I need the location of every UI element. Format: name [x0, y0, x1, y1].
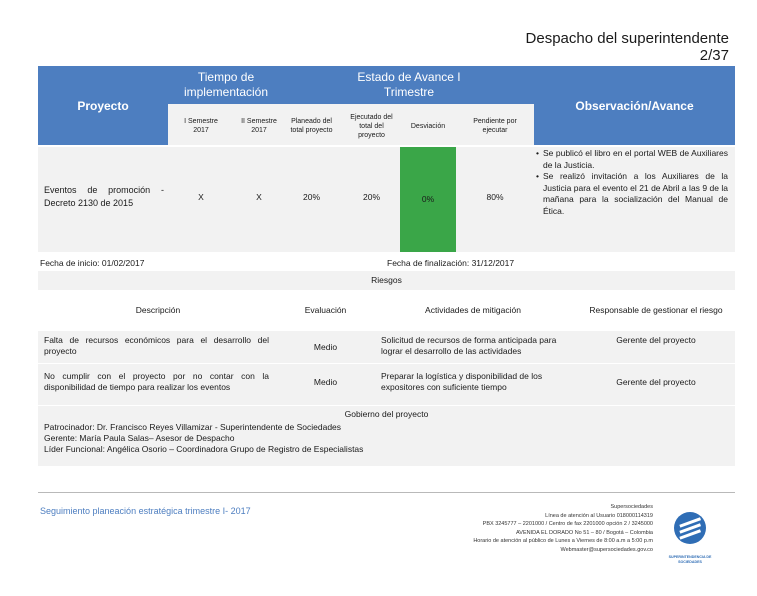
- row-semestre1: X: [198, 191, 204, 202]
- row-planeado: 20%: [302, 191, 320, 202]
- col-actividades: Actividades de mitigación: [425, 304, 521, 315]
- sub-planeado-label: Planeado del total proyecto: [290, 118, 333, 134]
- logo-icon: [667, 510, 713, 550]
- riesgo-1-actividades: Solicitud de recursos de forma anticipada para lograr el desarrollo de las actividades: [381, 335, 557, 356]
- observacion-item: [536, 148, 728, 171]
- col-observacion-label: Observación/Avance: [575, 99, 694, 113]
- bullet-icon: •: [536, 148, 539, 158]
- sub-ejecutado: [344, 108, 399, 144]
- footer-line-6[interactable]: Webmaster@supersociedades.gov.co: [560, 546, 653, 553]
- row-desviacion: [400, 147, 456, 252]
- col-descripcion: Descripción: [135, 304, 181, 315]
- footer-contact: [473, 503, 653, 554]
- row-desviacion-value: 0%: [421, 194, 435, 204]
- fecha-inicio: Fecha de inicio: 01/02/2017: [40, 258, 145, 268]
- gobierno-lider: Líder Funcional: Angélica Osorio – Coordinadora Grupo de Registro de Especialistas: [44, 444, 364, 454]
- riesgo-row-1: [38, 331, 735, 363]
- observacion-text-1: Se publicó el libro en el portal WEB de Auxiliares de la Justicia.: [542, 148, 728, 170]
- row-semestre2: X: [256, 191, 262, 202]
- gobierno-gerente: Gerente: María Paula Salas– Asesor de Despacho: [44, 433, 235, 443]
- sub-semestre1: [176, 108, 226, 144]
- col-estado-label: Estado de Avance I Trimestre: [357, 70, 461, 99]
- col-tiempo-label: Tiempo de implementación: [183, 70, 269, 99]
- footer-divider: [38, 492, 735, 493]
- col-responsable: Responsable de gestionar el riesgo: [589, 304, 723, 315]
- row-pendiente: 80%: [486, 191, 504, 202]
- supersociedades-logo: [667, 510, 713, 562]
- gobierno-section: [38, 406, 735, 466]
- page-title-line1: Despacho del superintendente: [525, 30, 729, 47]
- col-proyecto-label: Proyecto: [77, 99, 129, 113]
- sub-pendiente: [464, 108, 526, 144]
- sub-desviacion-label: Desviación: [410, 122, 446, 130]
- riesgo-row-2: [38, 364, 735, 405]
- sub-planeado: [284, 108, 339, 144]
- sub-semestre1-label: I Semestre 2017: [184, 118, 218, 134]
- riesgo-1-descripcion: Falta de recursos económicos para el desarrollo del proyecto: [44, 335, 269, 356]
- header-divider: [38, 145, 735, 147]
- riesgos-colheaders: [38, 290, 735, 331]
- page-number: 2/37: [699, 47, 729, 64]
- riesgo-1-evaluacion: Medio: [313, 341, 338, 352]
- riesgo-1-responsable: Gerente del proyecto: [616, 334, 696, 345]
- sub-ejecutado-label: Ejecutado del total del proyecto: [350, 113, 393, 139]
- riesgos-header: [38, 271, 735, 290]
- riesgo-2-actividades: Preparar la logística y disponibilidad de los expositores con suficiente tiempo: [381, 371, 543, 392]
- riesgo-2-responsable: Gerente del proyecto: [616, 376, 696, 387]
- footer-left-text: Seguimiento planeación estratégica trimestre I- 2017: [40, 506, 251, 516]
- footer-line-3: PBX 3245777 – 2201000 / Centro de fax 2201000 opción 2 / 3245000: [482, 521, 653, 527]
- logo-text: SUPERINTENDENCIA DE SOCIEDADES: [668, 555, 712, 564]
- col-tiempo-header: [168, 66, 284, 104]
- riesgo-2-evaluacion: Medio: [313, 376, 338, 387]
- riesgo-2-descripcion: No cumplir con el proyecto por no contar con la disponibilidad de tiempo para realizar los eventos: [44, 371, 269, 392]
- col-proyecto-header: [38, 66, 168, 146]
- observacion-item: [536, 171, 728, 217]
- gobierno-title: Gobierno del proyecto: [344, 408, 429, 419]
- sub-semestre2: [234, 108, 284, 144]
- observacion-text-2: Se realizó invitación a los Auxiliares de la Justicia para el evento el 21 de Abril a las 9 de la mañana para la socialización del Manual de Ética.: [542, 171, 728, 216]
- footer-line-2: Línea de atención al Usuario 018000114319: [545, 512, 653, 519]
- fecha-fin: Fecha de finalización: 31/12/2017: [387, 258, 515, 268]
- footer-line-5: Horario de atención al público de Lunes a Viernes de 8:00 a.m a 5:00 p.m: [473, 538, 653, 544]
- row-ejecutado: 20%: [362, 191, 380, 202]
- page-title: [526, 30, 729, 64]
- row-proyecto: Eventos de promoción - Decreto 2130 de 2015: [44, 185, 164, 208]
- footer-line-1: Supersociedades: [610, 504, 653, 510]
- col-evaluacion: Evaluación: [304, 304, 347, 315]
- col-observacion-header: [534, 66, 735, 146]
- sub-desviacion: [400, 108, 456, 144]
- col-estado-header: [284, 66, 534, 104]
- riesgos-title: Riesgos: [371, 275, 402, 285]
- sub-semestre2-label: II Semestre 2017: [241, 118, 277, 134]
- gobierno-patrocinador: Patrocinador: Dr. Francisco Reyes Villamizar - Superintendente de Sociedades: [44, 422, 342, 432]
- observaciones-list: [536, 148, 728, 217]
- bullet-icon: •: [536, 171, 539, 181]
- project-table: [38, 66, 735, 252]
- footer-line-4: AVENIDA EL DORADO No 51 – 80 / Bogotá – Colombia: [516, 529, 653, 536]
- sub-pendiente-label: Pendiente por ejecutar: [473, 118, 517, 134]
